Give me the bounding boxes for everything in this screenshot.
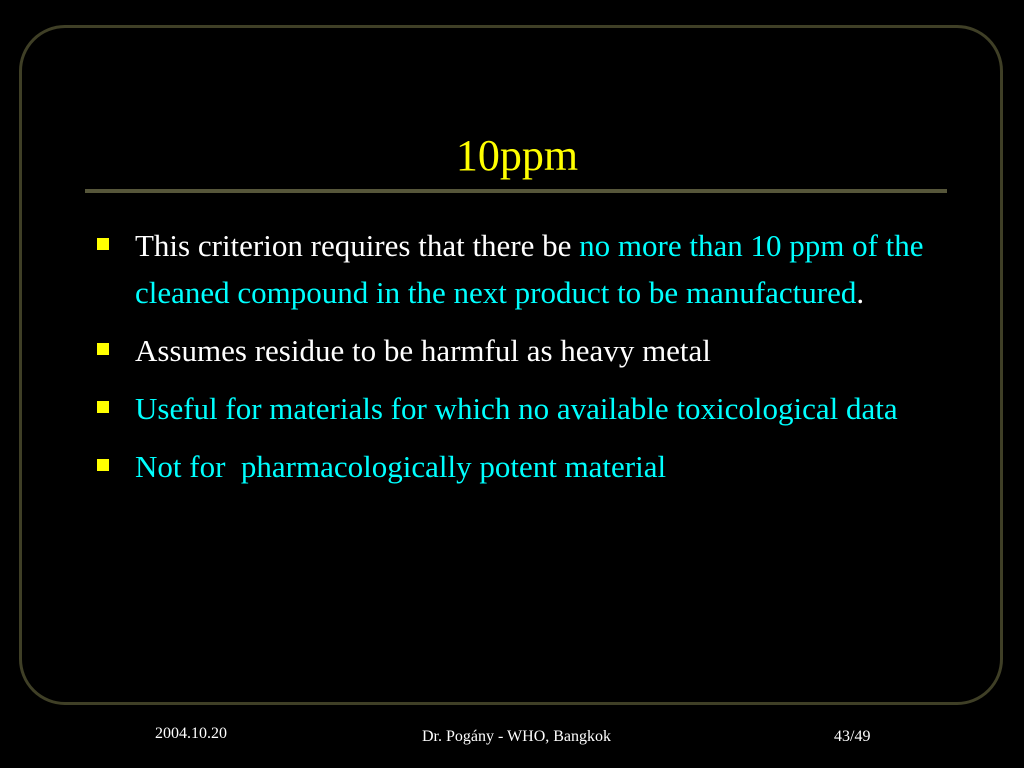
bullet-text: This criterion requires that there be <box>135 228 580 263</box>
bullet-item <box>95 385 925 432</box>
footer-presenter: Dr. Pogány - WHO, Bangkok <box>422 728 612 745</box>
square-bullet-icon <box>97 459 109 471</box>
footer-page-number: 43/49 <box>834 728 871 745</box>
footer-date: 2004.10.20 <box>155 725 227 742</box>
bullet-item <box>95 327 925 374</box>
square-bullet-icon <box>97 238 109 250</box>
bullet-item <box>95 443 925 490</box>
title-divider <box>85 189 947 193</box>
square-bullet-icon <box>97 401 109 413</box>
bullet-text-highlight: no more than 10 ppm of the cleaned compound in the next product to be manufactured <box>135 228 924 310</box>
bullet-item <box>95 222 925 316</box>
bullet-text: Assumes residue to be harmful as heavy metal <box>135 333 711 368</box>
square-bullet-icon <box>97 343 109 355</box>
bullet-text-highlight: Useful for materials for which no available toxicological data <box>135 391 898 426</box>
bullet-text: . <box>856 275 865 310</box>
bullet-text-highlight: Not for pharmacologically potent material <box>135 449 667 484</box>
slide-title: 10ppm <box>455 131 579 180</box>
bullet-list <box>95 222 925 501</box>
